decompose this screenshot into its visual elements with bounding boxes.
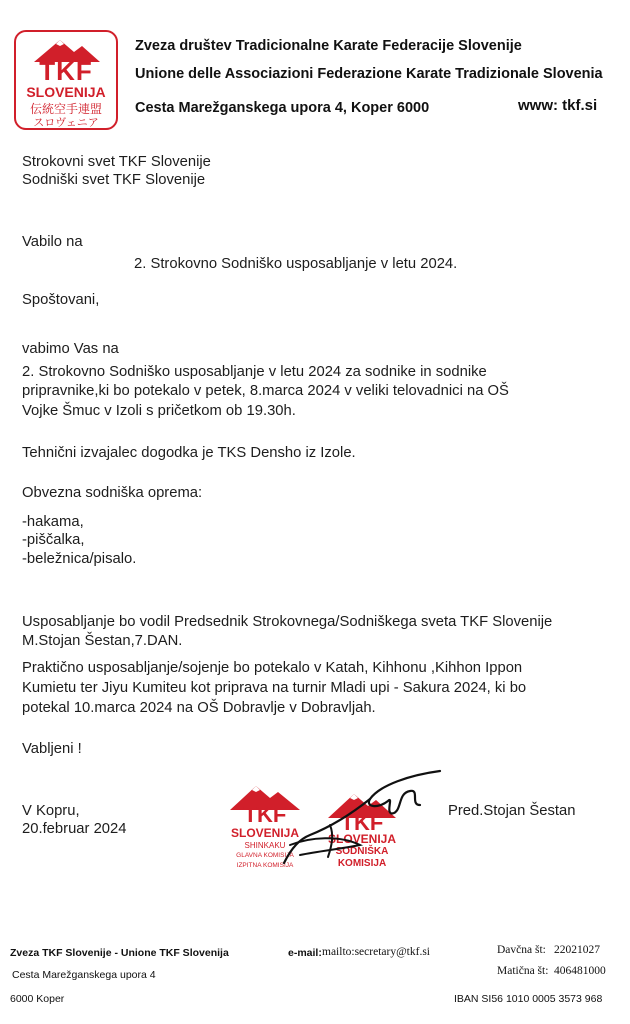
stamp-left-line-1: SHINKAKU	[244, 841, 286, 850]
greeting: Spoštovani,	[22, 292, 100, 308]
paragraph-3-line-1: Praktično usposabljanje/sojenje bo potekalo v Katah, Kihhonu ,Kihhon Ippon	[22, 660, 523, 676]
paragraph-3-line-3: potekal 10.marca 2024 na OŠ Dobravlje v Dobravljah.	[22, 700, 376, 716]
equipment-item-3: -beležnica/pisalo.	[22, 551, 137, 567]
paragraph-1-line-3: Vojke Šmuc v Izoli s pričetkom ob 19.30h.	[22, 403, 296, 419]
signer-name: Pred.Stojan Šestan	[448, 803, 576, 819]
header-website: www: tkf.si	[518, 97, 598, 114]
paragraph-1-line-2: pripravnike,ki bo potekalo v petek, 8.marca 2024 v veliki telovadnici na OŠ	[22, 383, 509, 399]
logo-kanji: 伝統空手連盟	[29, 102, 102, 116]
footer-iban: IBAN SI56 1010 0005 3573 968	[454, 993, 603, 1005]
equipment-item-2: -piščalka,	[22, 532, 85, 548]
recipient-1: Strokovni svet TKF Slovenije	[22, 154, 211, 170]
stamp-left-line-2: GLAVNA KOMISIJA	[236, 852, 294, 859]
footer-email-label: e-mail:	[288, 947, 322, 959]
footer-tax-label: Davčna št:	[497, 944, 546, 956]
stamp-left-line-3: IZPITNA KOMISIJA	[236, 862, 294, 869]
footer-street: Cesta Marežganskega upora 4	[12, 969, 156, 981]
footer-org: Zveza TKF Slovenije - Unione TKF Slovenija	[10, 947, 229, 959]
paragraph-2-line-2: M.Stojan Šestan,7.DAN.	[22, 633, 183, 649]
logo-brand: TKF	[39, 56, 93, 86]
footer-tax: 22021027	[554, 944, 600, 956]
header-address: Cesta Marežganskega upora 4, Koper 6000	[135, 100, 430, 116]
closing: Vabljeni !	[22, 741, 82, 757]
stamp-left-brand: TKF	[243, 802, 287, 827]
stamp-right-line-2: KOMISIJA	[337, 858, 387, 869]
date: 20.februar 2024	[22, 821, 127, 837]
stamp-left-country: SLOVENIJA	[230, 826, 299, 840]
equipment-item-1: -hakama,	[22, 514, 84, 530]
footer-reg-label: Matična št:	[497, 965, 549, 977]
paragraph-3-line-2: Kumietu ter Jiyu Kumiteu kot priprava na turnir Mladi upi - Sakura 2024, ki bo	[22, 680, 527, 696]
footer-city: 6000 Koper	[10, 993, 65, 1005]
stamp-right-country: SLOVENIJA	[327, 832, 396, 846]
header-line-2: Unione delle Associazioni Federazione Karate Tradizionale Slovenia	[135, 66, 603, 82]
stamp-right-line-1: SODNIŠKA	[335, 846, 389, 857]
equipment-title: Obvezna sodniška oprema:	[22, 485, 203, 501]
footer-reg: 406481000	[554, 965, 606, 977]
invite-line: vabimo Vas na	[22, 341, 119, 357]
header-line-1: Zveza društev Tradicionalne Karate Federacije Slovenije	[135, 38, 522, 54]
tkf-logo	[14, 30, 118, 130]
organizer-line: Tehnični izvajalec dogodka je TKS Densho iz Izole.	[22, 445, 356, 461]
paragraph-1-line-1: 2. Strokovno Sodniško usposabljanje v letu 2024 za sodnike in sodnike	[22, 364, 487, 380]
footer-email[interactable]: mailto:secretary@tkf.si	[322, 946, 430, 958]
event-title: 2. Strokovno Sodniško usposabljanje v letu 2024.	[134, 256, 458, 272]
logo-country: SLOVENIJA	[26, 84, 106, 100]
handwritten-signature	[270, 765, 470, 875]
recipient-2: Sodniški svet TKF Slovenije	[22, 172, 206, 188]
paragraph-2-line-1: Usposabljanje bo vodil Predsednik Strokovnega/Sodniškega sveta TKF Slovenije	[22, 614, 553, 630]
place: V Kopru,	[22, 803, 80, 819]
stamp-right-brand: TKF	[340, 810, 384, 835]
logo-katakana: スロヴェニア	[33, 117, 99, 129]
invite-label: Vabilo na	[22, 234, 83, 250]
